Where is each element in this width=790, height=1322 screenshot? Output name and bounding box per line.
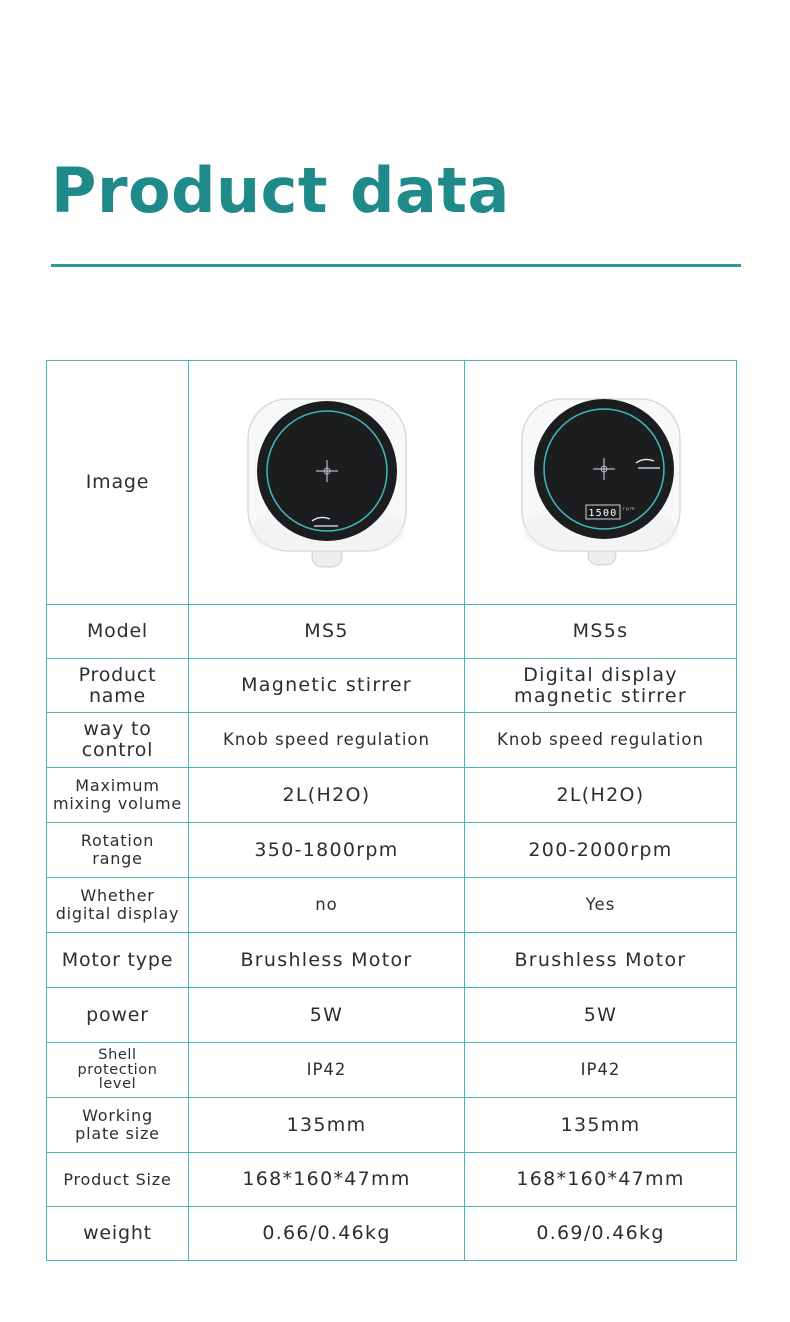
row-label-plate: Working plate size: [47, 1098, 189, 1153]
table-row-model: [47, 605, 737, 659]
table-row-control: [47, 713, 737, 768]
ms5-display: no: [189, 878, 465, 933]
ms5-volume: 2L(H2O): [189, 768, 465, 823]
digital-display-unit: rpm: [622, 506, 636, 512]
row-label-product-name: Product name: [47, 659, 189, 713]
table-row-product-name: [47, 659, 737, 713]
page-title: Product data: [51, 154, 510, 227]
row-label-size: Product Size: [47, 1153, 189, 1207]
row-label-control: way to control: [47, 713, 189, 768]
ms5-model: MS5: [189, 605, 465, 659]
ms5s-rotation: 200-2000rpm: [465, 823, 737, 878]
table-row-plate: [47, 1098, 737, 1153]
table-row-power: [47, 988, 737, 1043]
ms5-size: 168*160*47mm: [189, 1153, 465, 1207]
table-row-weight: [47, 1207, 737, 1261]
ms5s-weight: 0.69/0.46kg: [465, 1207, 737, 1261]
row-label-volume: Maximum mixing volume: [47, 768, 189, 823]
ms5s-display: Yes: [465, 878, 737, 933]
ms5s-control: Knob speed regulation: [465, 713, 737, 768]
table-row-display: [47, 878, 737, 933]
row-label-weight: weight: [47, 1207, 189, 1261]
ms5s-image-cell: [465, 361, 737, 605]
ms5-control: Knob speed regulation: [189, 713, 465, 768]
ms5-plate: 135mm: [189, 1098, 465, 1153]
title-divider: [51, 264, 741, 267]
table-row-image: [47, 361, 737, 605]
row-label-rotation: Rotation range: [47, 823, 189, 878]
row-label-model: Model: [47, 605, 189, 659]
ms5s-model: MS5s: [465, 605, 737, 659]
ms5s-product-name: Digital display magnetic stirrer: [465, 659, 737, 713]
ms5-weight: 0.66/0.46kg: [189, 1207, 465, 1261]
ms5-power: 5W: [189, 988, 465, 1043]
product-data-table: [46, 360, 737, 1261]
ms5s-protection: IP42: [465, 1043, 737, 1098]
ms5-protection: IP42: [189, 1043, 465, 1098]
ms5s-power: 5W: [465, 988, 737, 1043]
row-label-image: Image: [47, 361, 189, 605]
row-label-protection: Shell protection level: [47, 1043, 189, 1098]
table-row-motor: [47, 933, 737, 988]
ms5-product-name: Magnetic stirrer: [189, 659, 465, 713]
row-label-power: power: [47, 988, 189, 1043]
row-label-display: Whether digital display: [47, 878, 189, 933]
table-row-rotation: [47, 823, 737, 878]
ms5s-plate: 135mm: [465, 1098, 737, 1153]
ms5s-volume: 2L(H2O): [465, 768, 737, 823]
ms5-rotation: 350-1800rpm: [189, 823, 465, 878]
digital-display-value: 1500: [587, 507, 618, 519]
ms5s-stirrer-image: [516, 393, 686, 573]
table-row-protection: [47, 1043, 737, 1098]
ms5s-size: 168*160*47mm: [465, 1153, 737, 1207]
row-label-motor: Motor type: [47, 933, 189, 988]
ms5-motor: Brushless Motor: [189, 933, 465, 988]
table-row-volume: [47, 768, 737, 823]
table-row-size: [47, 1153, 737, 1207]
ms5s-motor: Brushless Motor: [465, 933, 737, 988]
ms5-image-cell: [189, 361, 465, 605]
ms5-stirrer-image: [242, 393, 412, 573]
